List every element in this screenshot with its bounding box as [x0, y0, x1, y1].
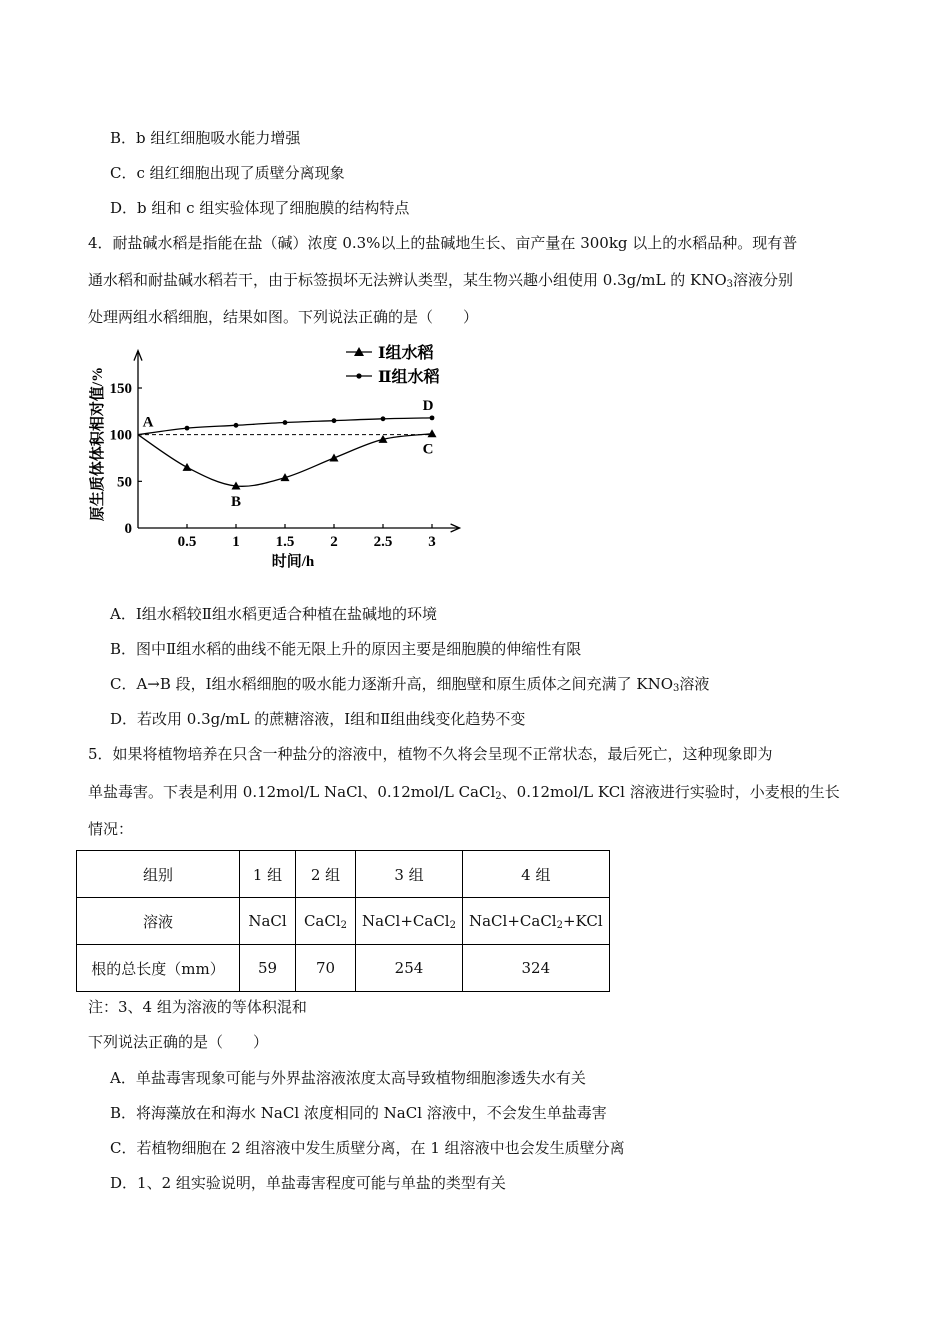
q5-stem-subscript: 2	[495, 791, 502, 802]
data-point-triangle	[330, 454, 339, 462]
data-point-circle	[332, 418, 337, 423]
q4-option-c	[110, 674, 709, 694]
q3-option-d: D．b 组和 c 组实验体现了细胞膜的结构特点	[110, 199, 410, 217]
data-point-circle	[234, 423, 239, 428]
table-row	[77, 851, 610, 898]
q5-stem-line-2-p1: 单盐毒害。下表是利用 0.12mol/L NaCl、0.12mol/L CaCl	[88, 783, 496, 801]
y-tick-label: 150	[109, 381, 132, 397]
q5-stem-line-2	[88, 782, 840, 802]
q5-option-c: C．若植物细胞在 2 组溶液中发生质壁分离，在 1 组溶液中也会发生质壁分离	[110, 1139, 625, 1157]
q4-stem-line-2-tail: 溶液分别	[733, 271, 794, 289]
q4-stem-line-2-text: 通水稻和耐盐碱水稻若干，由于标签损坏无法辨认类型，某生物兴趣小组使用 0.3g/mL 的 KNO	[88, 271, 727, 289]
chart-series	[138, 415, 437, 489]
y-axis-label: 原生质体体积相对值/%	[90, 366, 106, 522]
q5-option-a: A．单盐毒害现象可能与外界盐溶液浓度太高导致植物细胞渗透失水有关	[110, 1069, 586, 1087]
x-axis-label: 时间/h	[271, 554, 315, 570]
data-point-triangle	[183, 463, 192, 471]
q4-option-b: B．图中Ⅱ组水稻的曲线不能无限上升的原因主要是细胞膜的伸缩性有限	[110, 640, 582, 658]
data-point-circle	[430, 415, 435, 420]
solution-text: NaCl+CaCl	[362, 912, 450, 930]
root-growth-table	[76, 850, 610, 992]
y-tick-label: 50	[117, 474, 132, 491]
y-tick-label: 0	[124, 521, 132, 537]
table-cell: 组别	[77, 851, 240, 898]
q3-option-b: B．b 组红细胞吸水能力增强	[110, 129, 301, 147]
y-tick-label: 100	[109, 427, 132, 444]
q5-stem-line-3: 情况：	[88, 820, 134, 838]
q3-option-c: C．c 组红细胞出现了质壁分离现象	[110, 164, 345, 182]
table-cell: 2 组	[296, 851, 356, 898]
q5-option-d: D．1、2 组实验说明，单盐毒害程度可能与单盐的类型有关	[110, 1174, 506, 1192]
point-label-b: B	[230, 494, 242, 510]
q4-option-c-text: C．A→B 段，Ⅰ组水稻细胞的吸水能力逐渐升高，细胞壁和原生质体之间充满了 KNO	[110, 675, 673, 693]
point-label-c: C	[422, 441, 434, 458]
q4-option-a: A．Ⅰ组水稻较Ⅱ组水稻更适合种植在盐碱地的环境	[110, 605, 437, 623]
solution-subscript: 2	[556, 920, 563, 931]
q4-stem-subscript: 3	[726, 279, 734, 290]
q5-table-note: 注：3、4 组为溶液的等体积混和	[88, 998, 307, 1016]
chart-ticks	[110, 381, 436, 550]
chart-point-labels	[143, 398, 434, 510]
table-cell: 4 组	[462, 851, 609, 898]
legend-marker-circle	[356, 373, 361, 378]
x-tick-label: 2.5	[373, 534, 393, 550]
table-cell: 324	[462, 945, 609, 992]
table-cell: 59	[240, 945, 296, 992]
point-label-a: A	[142, 414, 154, 431]
table-cell: 70	[296, 945, 356, 992]
x-tick-label: 1	[232, 534, 240, 550]
table-row	[77, 945, 610, 992]
point-label-d: D	[422, 397, 434, 414]
table-cell: 3 组	[356, 851, 463, 898]
q4-option-c-subscript: 3	[673, 683, 680, 694]
q4-stem-line-2	[88, 270, 793, 290]
data-point-circle	[283, 420, 288, 425]
solution-text: NaCl+CaCl	[468, 912, 557, 930]
table-row	[77, 898, 610, 945]
protoplast-volume-chart	[84, 338, 464, 570]
q5-stem-line-1: 5．如果将植物培养在只含一种盐分的溶液中，植物不久将会呈现不正常状态，最后死亡，这种现象即为	[88, 745, 773, 763]
solution-text: NaCl	[248, 912, 287, 930]
q5-option-b: B．将海藻放在和海水 NaCl 浓度相同的 NaCl 溶液中，不会发生单盐毒害	[110, 1104, 607, 1122]
solution-text-tail: +KCl	[562, 912, 603, 930]
q4-option-d: D．若改用 0.3g/mL 的蔗糖溶液，Ⅰ组和Ⅱ组曲线变化趋势不变	[110, 710, 526, 728]
table-cell: 根的总长度（mm）	[77, 945, 240, 992]
q5-question: 下列说法正确的是（ ）	[88, 1033, 269, 1051]
solution-subscript: 2	[449, 920, 456, 931]
q4-option-c-tail: 溶液	[679, 675, 710, 693]
data-point-circle	[185, 426, 190, 431]
table-cell	[240, 898, 296, 945]
table-cell: 1 组	[240, 851, 296, 898]
legend-entry: Ⅰ组水稻	[378, 345, 434, 362]
q5-stem-line-2-p2: 、0.12mol/L KCl 溶液进行实验时，小麦根的生长	[501, 783, 840, 801]
q4-stem-line-3: 处理两组水稻细胞，结果如图。下列说法正确的是（ ）	[88, 308, 479, 326]
data-point-circle	[381, 416, 386, 421]
table-cell: 254	[356, 945, 463, 992]
q4-stem-line-1: 4．耐盐碱水稻是指能在盐（碱）浓度 0.3%以上的盐碱地生长、亩产量在 300kg 以上的水稻品种。现有普	[88, 234, 798, 252]
data-point-triangle	[428, 429, 437, 437]
solution-subscript: 2	[340, 920, 348, 931]
x-tick-label: 0.5	[177, 534, 197, 550]
table-cell	[462, 898, 609, 945]
table-cell: 溶液	[77, 898, 240, 945]
chart-legend	[346, 343, 440, 386]
table-cell	[356, 898, 463, 945]
solution-text: CaCl	[303, 912, 341, 930]
x-tick-label: 3	[428, 534, 436, 550]
legend-entry: Ⅱ组水稻	[378, 369, 440, 386]
table-cell	[296, 898, 356, 945]
x-tick-label: 1.5	[275, 534, 295, 550]
x-tick-label: 2	[330, 534, 338, 550]
